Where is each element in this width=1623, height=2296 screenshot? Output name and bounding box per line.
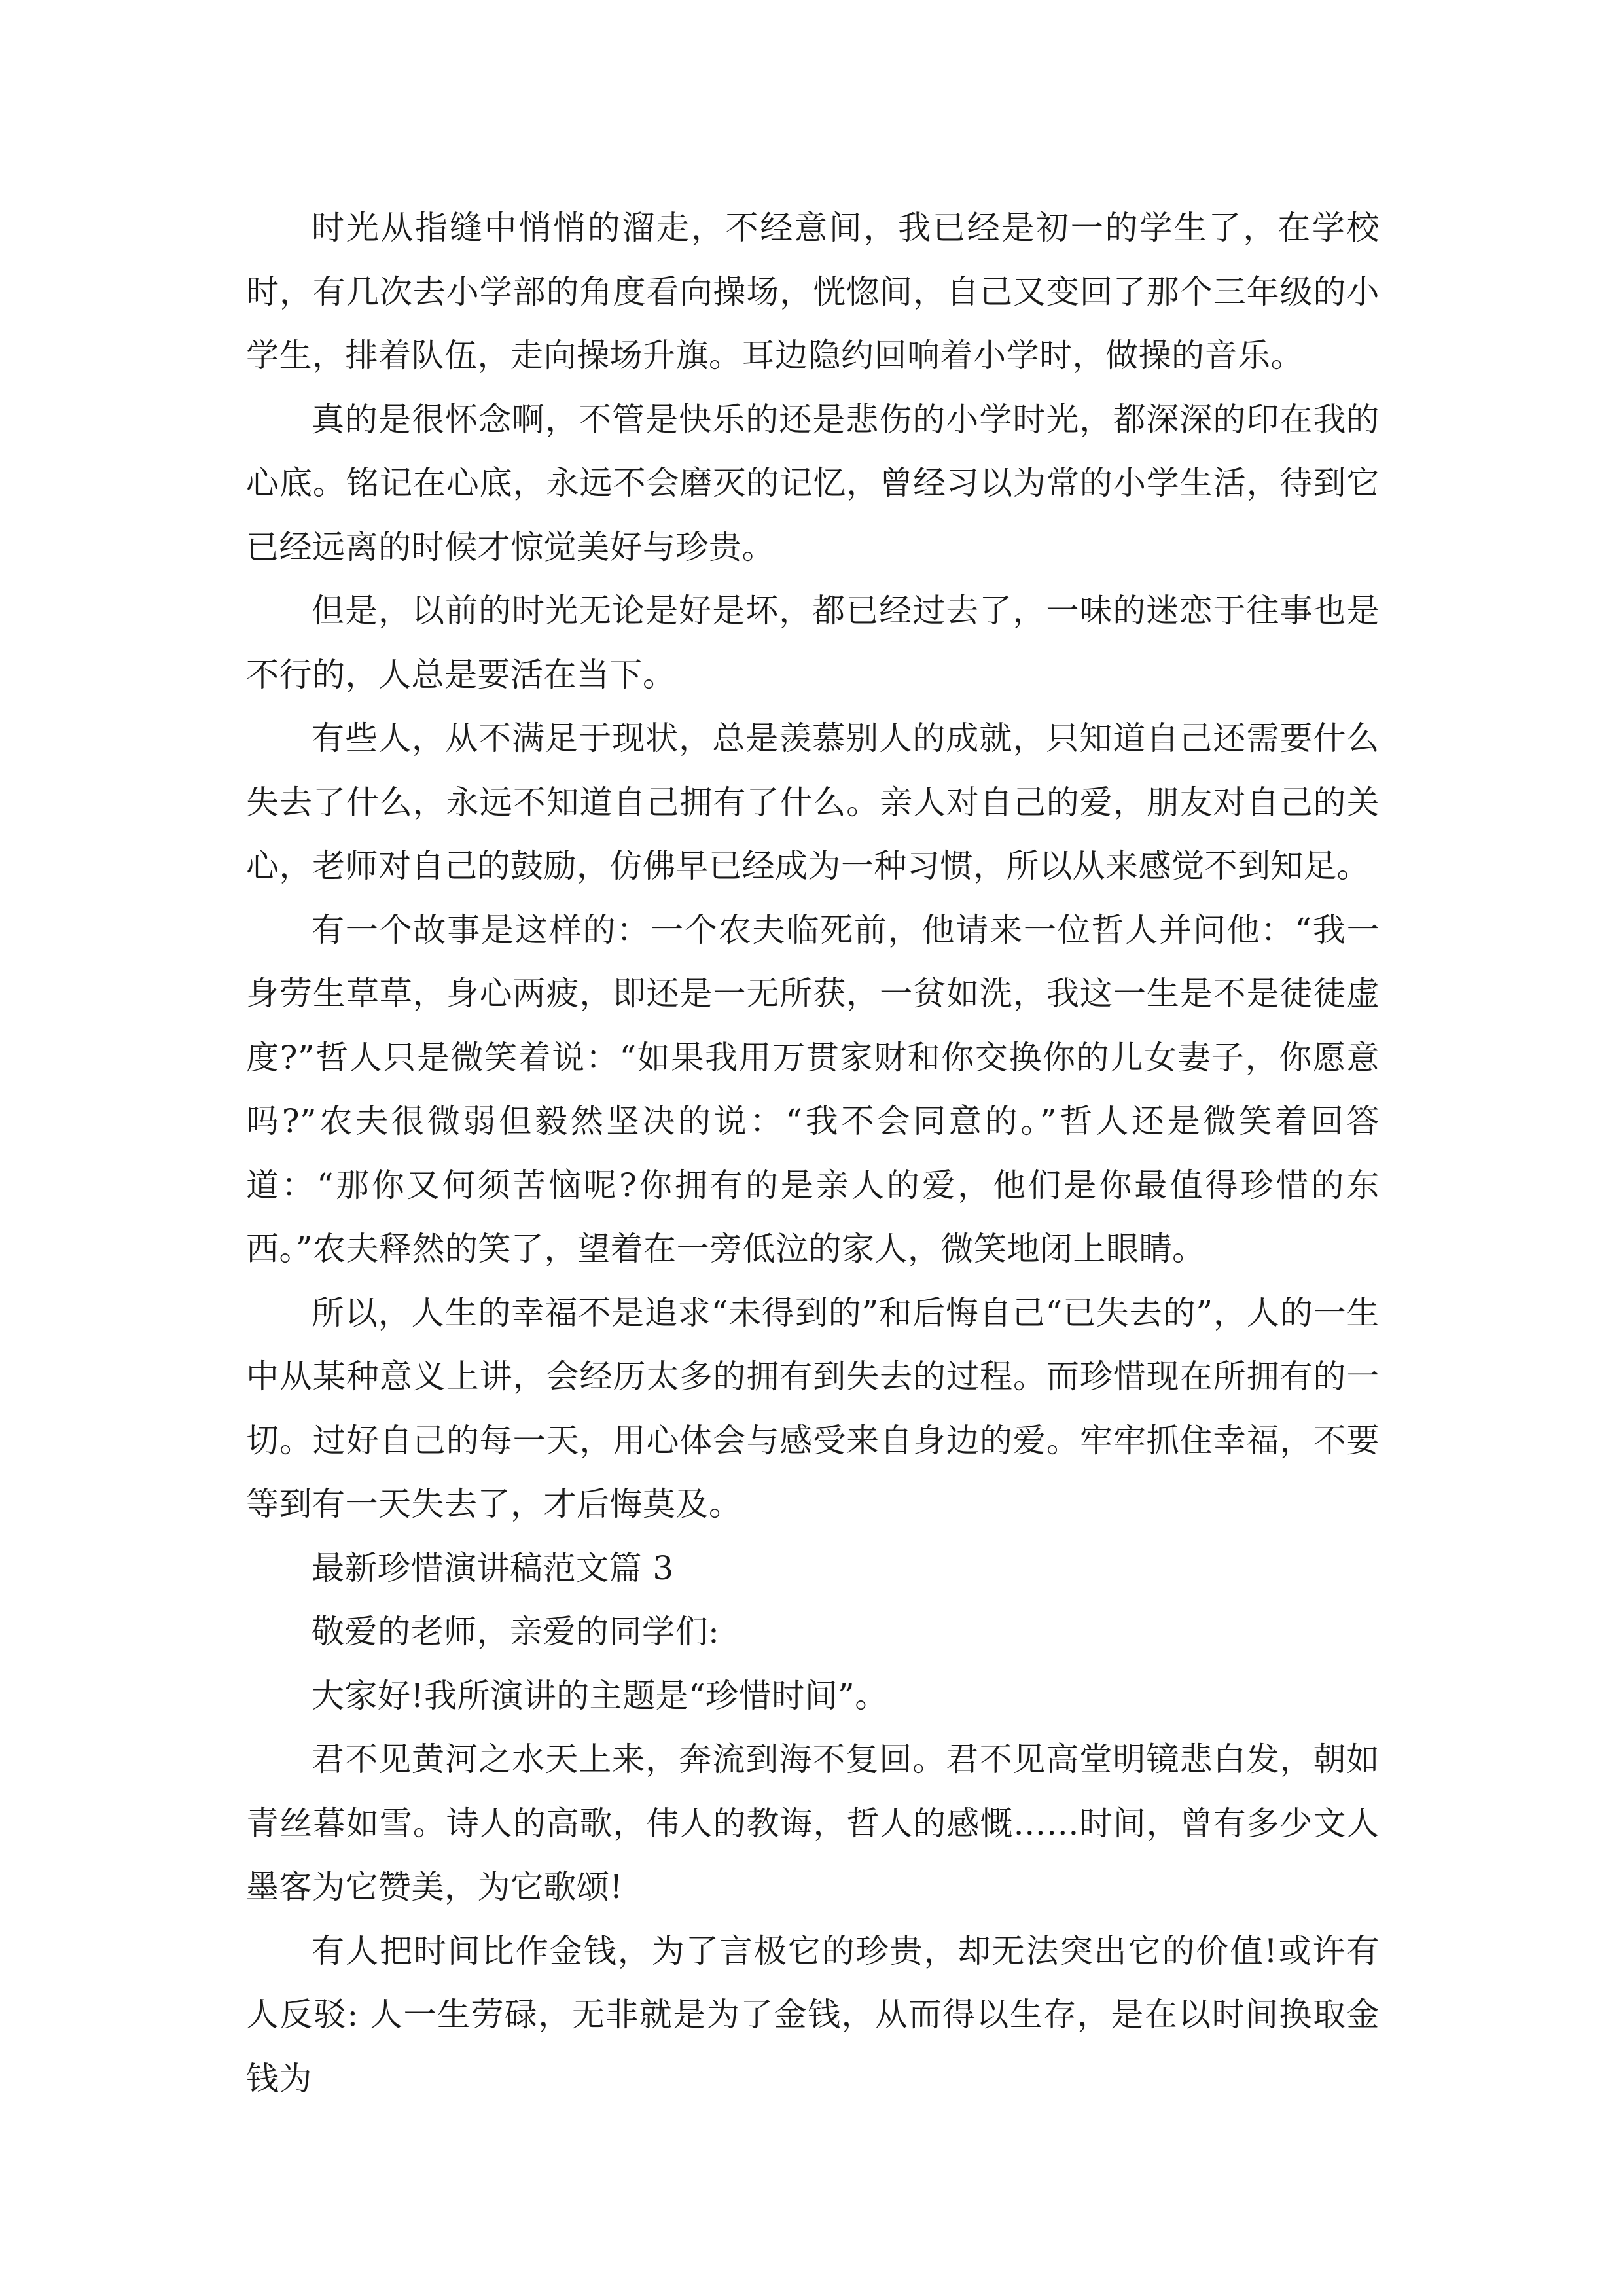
paragraph-poem: 君不见黄河之水天上来，奔流到海不复回。君不见高堂明镜悲白发，朝如青丝暮如雪。诗人的高歌，伟人的教诲，哲人的感慨……时间，曾有多少文人墨客为它赞美，为它歌颂! xyxy=(246,1740,1380,1906)
section-title: 最新珍惜演讲稿范文篇 3 xyxy=(312,1549,674,1587)
paragraph-nostalgia: 真的是很怀念啊，不管是快乐的还是悲伤的小学时光，都深深的印在我的心底。铭记在心底，永远不会磨灭的记忆，曾经习以为常的小学生活，待到它已经远离的时候才惊觉美好与珍贵。 xyxy=(246,400,1380,566)
paragraph-time-money: 有人把时间比作金钱，为了言极它的珍贵，却无法突出它的价值!或许有人反驳: 人一生劳碌，无非就是为了金钱，从而得以生存，是在以时间换取金钱为 xyxy=(246,1931,1380,2098)
paragraph-happiness: 所以，人生的幸福不是追求“未得到的”和后悔自己“已失去的”，人的一生中从某种意义上讲，会经历太多的拥有到失去的过程。而珍惜现在所拥有的一切。过好自己的每一天，用心体会与感受来自身边的爱。牢牢抓住幸福，不要等到有一天失去了，才后悔莫及。 xyxy=(246,1293,1380,1523)
paragraph-greeting: 大家好!我所演讲的主题是“珍惜时间”。 xyxy=(312,1676,888,1715)
document-body xyxy=(246,196,1380,2111)
paragraph-contentment: 有些人，从不满足于现状，总是羡慕别人的成就，只知道自己还需要什么失去了什么，永远不知道自己拥有了什么。亲人对自己的爱，朋友对自己的关心，老师对自己的鼓励，仿佛早已经成为一种习惯，所以从来感觉不到知足。 xyxy=(246,719,1380,885)
paragraph-salutation: 敬爱的老师，亲爱的同学们: xyxy=(312,1613,720,1651)
paragraph-live-present: 但是，以前的时光无论是好是坏，都已经过去了，一味的迷恋于往事也是不行的，人总是要活在当下。 xyxy=(246,592,1380,694)
paragraph-childhood-memory: 时光从指缝中悄悄的溜走，不经意间，我已经是初一的学生了，在学校时，有几次去小学部的角度看向操场，恍惚间，自己又变回了那个三年级的小学生，排着队伍，走向操场升旗。耳边隐约回响着小学时，做操的音乐。 xyxy=(246,209,1380,374)
paragraph-farmer-story: 有一个故事是这样的：一个农夫临死前，他请来一位哲人并问他：“我一身劳生草草，身心两疲，即还是一无所获，一贫如洗，我这一生是不是徒徒虚度?”哲人只是微笑着说：“如果我用万贯家财和你交换你的儿女妻子，你愿意吗?”农夫很微弱但毅然坚决的说：“我不会同意的。”哲人还是微笑着回答道：“那你又何须苦恼呢?你拥有的是亲人的爱，他们是你最值得珍惜的东西。”农夫释然的笑了，望着在一旁低泣的家人，微笑地闭上眼睛。 xyxy=(246,910,1380,1268)
